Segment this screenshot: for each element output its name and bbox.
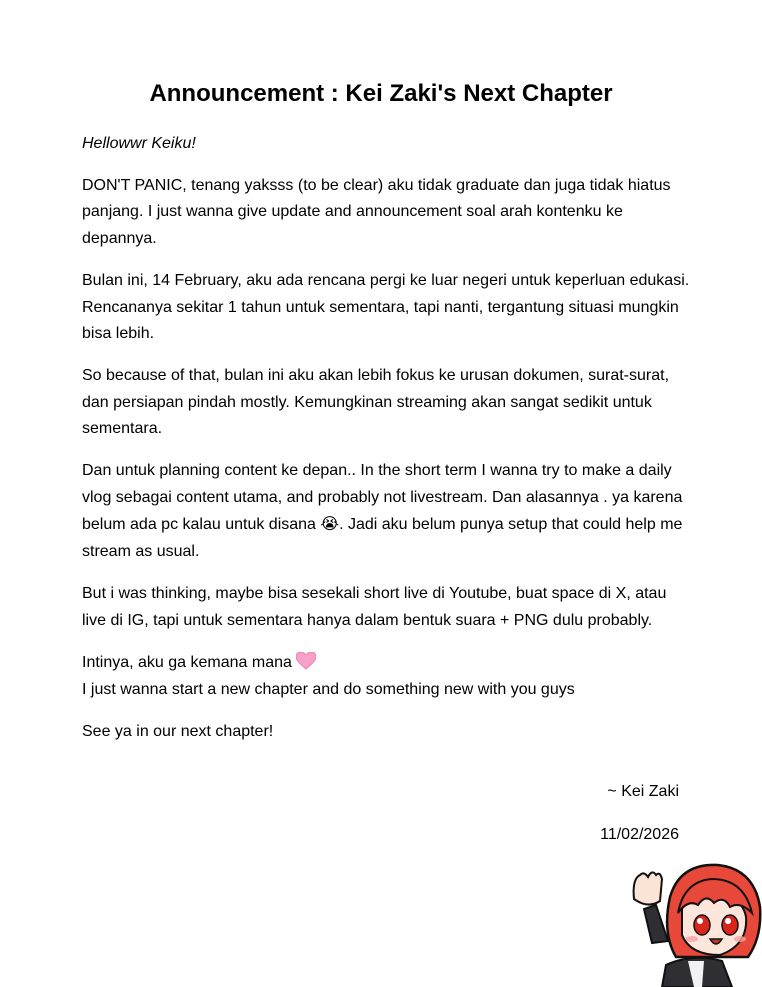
paragraph-7: See ya in our next chapter! [82, 722, 274, 740]
paragraph-4-text-a: Dan untuk planning content ke depan.. In the short term I wanna try to make a daily vlog sebagai content utama, and probably not livestream. Dan alasannya . ya karena belum ada pc kalau untuk disana [82, 462, 683, 534]
paragraph-3: So because of that, bulan ini aku akan lebih fokus ke urusan dokumen, surat-surat, dan persiapan pindah mostly. Kemungkinan streaming akan sangat sedikit untuk sementara. [82, 366, 670, 438]
paragraph-4 [82, 458, 692, 566]
page-title: Announcement : Kei Zaki's Next Chapter [149, 80, 613, 107]
crying-face-icon: 😭 [320, 514, 340, 534]
paragraph-4-text-b: . Jadi aku belum punya setup that could help me stream as usual. [82, 516, 683, 561]
announcement-body [82, 131, 692, 760]
paragraph-5: But i was thinking, maybe bisa sesekali short live di Youtube, buat space di X, atau live di IG, tapi untuk sementara hanya dalam bentuk suara + PNG dulu probably. [82, 584, 667, 629]
paragraph-2: Bulan ini, 14 February, aku ada rencana pergi ke luar negeri untuk keperluan edukasi. Rencananya sekitar 1 tahun untuk sementara, tapi nanti, tergantung situasi mungkin bisa lebih. [82, 271, 690, 343]
paragraph-6-line-2: I just wanna start a new chapter and do something new with you guys [82, 680, 575, 698]
signature-date: 11/02/2026 [600, 826, 679, 843]
paragraph-6 [82, 649, 692, 703]
greeting: Hellowwr Keiku! [82, 135, 196, 152]
pink-heart-icon [296, 652, 316, 671]
signature-name: ~ Kei Zaki [607, 783, 679, 800]
paragraph-6-line-1: Intinya, aku ga kemana mana [82, 654, 297, 672]
waving-chibi-mascot [622, 857, 762, 987]
paragraph-1: DON'T PANIC, tenang yaksss (to be clear) aku tidak graduate dan juga tidak hiatus panjang. I just wanna give update and announcement soal arah kontenku ke depannya. [82, 176, 671, 248]
